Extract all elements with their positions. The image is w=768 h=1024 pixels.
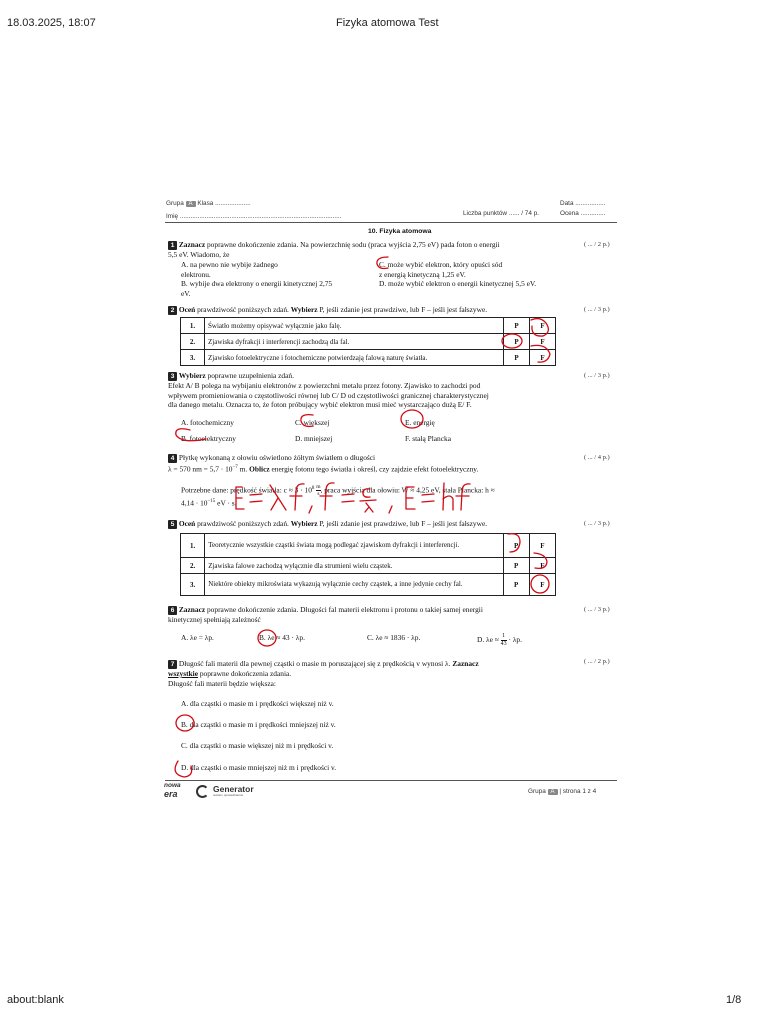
- print-title: Fizyka atomowa Test: [336, 17, 439, 29]
- fraction-denominator: 43: [500, 641, 507, 647]
- instruction-verb: Oceń: [178, 305, 196, 314]
- instruction-emphasis: wszystkie: [168, 669, 198, 678]
- question-2: [168, 305, 588, 315]
- question-text: Efekt A/ B polega na wybijaniu elektronów z powierzchni metalu przez fotony. Zjawisko to zachodzi pod: [168, 381, 481, 390]
- option-text: z energią kinetyczną 1,25 eV.: [379, 269, 466, 279]
- data-text: eV · s.: [215, 498, 237, 508]
- handwritten-answer: [234, 479, 564, 515]
- true-option[interactable]: P: [504, 318, 530, 334]
- option-text: eV.: [181, 288, 191, 298]
- answer-option-e[interactable]: E. energię: [405, 418, 435, 427]
- data-text: , praca wyjścia dla ołowiu: W ≈ 4,25 eV, stała Plancka: h ≈: [320, 485, 495, 495]
- answer-option-b[interactable]: B. fotoelektryczny: [181, 434, 237, 443]
- true-false-table: [180, 317, 556, 366]
- true-option[interactable]: P: [503, 558, 529, 574]
- data-text: Potrzebne dane: prędkość światła: c ≈ 3 · 10: [181, 485, 312, 495]
- answer-option-b[interactable]: B. λe ≈ 43 · λp.: [259, 633, 305, 642]
- true-option[interactable]: P: [504, 350, 530, 366]
- false-option[interactable]: F: [529, 574, 555, 596]
- fraction-numerator: m: [316, 484, 321, 491]
- footer-divider: [165, 780, 617, 781]
- question-text: m.: [237, 464, 250, 474]
- answer-option-d[interactable]: [477, 633, 522, 648]
- option-text: elektronu.: [181, 269, 211, 279]
- true-option[interactable]: P: [504, 334, 530, 350]
- answer-option-d[interactable]: D. mniejszej: [295, 434, 333, 443]
- exponent: 8: [311, 486, 315, 491]
- false-option[interactable]: F: [529, 558, 555, 574]
- question-text: 5,5 eV. Wiadomo, że: [168, 250, 230, 259]
- generator-subtitle: testów i sprawdzianów: [213, 793, 244, 798]
- answer-option-a[interactable]: A. dla cząstki o masie m i prędkości większej niż v.: [181, 699, 334, 708]
- points-box: ( ... / 3 p.): [584, 606, 610, 613]
- grade-field: Ocena ..............: [560, 210, 606, 217]
- group-label: Grupa: [166, 200, 184, 207]
- instruction-verb: Wybierz: [178, 371, 206, 380]
- table-row: [181, 574, 556, 596]
- table-row: [181, 334, 556, 350]
- page-info: [528, 788, 596, 795]
- question-text: poprawne dokończenie zdania. Na powierzchnię sodu (praca wyjścia 2,75 eV) pada foton o energii: [205, 240, 500, 249]
- handwriting-strokes: [234, 479, 564, 515]
- statement: Zjawiska dyfrakcji i interferencji zachodzą dla fal.: [205, 334, 504, 350]
- name-field: Imię ...........................................................................................: [166, 213, 342, 220]
- option-text: A. na pewno nie wybije żadnego: [181, 260, 278, 269]
- question-text: λ = 570 nm = 5,7 · 10: [168, 464, 233, 474]
- question-6: [168, 605, 588, 625]
- question-text: poprawne dokończenie zdania. Długości fal materii elektronu i protonu o takiej samej energii: [205, 605, 483, 614]
- group-field: [166, 200, 251, 207]
- generator-logo: [196, 782, 254, 800]
- statement: Światło możemy opisywać wyłącznie jako falę.: [205, 318, 504, 334]
- row-number: 1.: [181, 534, 205, 558]
- answer-option-a[interactable]: A. fotochemiczny: [181, 418, 234, 427]
- question-7: [168, 659, 588, 688]
- print-datetime: 18.03.2025, 18:07: [7, 17, 96, 29]
- fraction: [501, 633, 507, 648]
- false-option[interactable]: F: [530, 350, 556, 366]
- statement: Teoretycznie wszystkie cząstki świata mogą podlegać zjawiskom dyfrakcji i interferencji.: [205, 534, 503, 558]
- option-text: C. może wybić elektron, który opuści sód: [379, 260, 503, 269]
- question-text: Długość fali materii dla pewnej cząstki o masie m poruszającej się z prędkością v wynosi λ.: [178, 659, 453, 668]
- points-field: Liczba punktów ...... / 74 p.: [463, 210, 540, 217]
- points-box: ( ... / 2 p.): [584, 658, 610, 665]
- question-number: 4: [168, 454, 177, 463]
- question-number: 5: [168, 520, 177, 529]
- page-counter: | strona 1 z 4: [559, 788, 597, 795]
- statement: Niektóre obiekty mikroświata wykazują wyłącznie cechy cząstek, a inne jedynie cechy fal.: [205, 574, 503, 596]
- question-text: prawdziwość poniższych zdań.: [195, 519, 291, 528]
- answer-option-c[interactable]: C. dla cząstki o masie większej niż m i prędkości v.: [181, 741, 334, 750]
- section-title: 10. Fizyka atomowa: [368, 228, 432, 235]
- option-text: · λp.: [508, 635, 522, 645]
- false-option[interactable]: F: [530, 318, 556, 334]
- answer-option-c[interactable]: C. większej: [295, 418, 330, 427]
- row-number: 2.: [181, 334, 205, 350]
- question-text: Długość fali materii będzie większa:: [168, 678, 276, 688]
- points-box: ( ... / 3 p.): [584, 520, 610, 527]
- group-badge: A: [548, 789, 558, 795]
- question-text: kinetycznej spełniają zależność: [168, 615, 261, 624]
- points-box: ( ... / 2 p.): [584, 241, 610, 248]
- answer-option-b[interactable]: B. dla cząstki o masie m i prędkości mniejszej niż v.: [181, 720, 336, 729]
- generator-g-icon: [196, 785, 209, 798]
- generator-text: [213, 785, 254, 797]
- nowa-era-logo: [164, 783, 181, 798]
- instruction-verb: Zaznacz: [178, 240, 206, 249]
- question-number: 6: [168, 606, 177, 615]
- header-divider: [165, 222, 617, 223]
- question-text: prawdziwość poniższych zdań.: [195, 305, 291, 314]
- question-text: P, jeśli zdanie jest prawdziwe, lub F – jeśli jest fałszywe.: [317, 305, 488, 314]
- generator-title: Generator: [213, 784, 254, 795]
- points-box: ( ... / 3 p.): [584, 372, 610, 379]
- question-number: 3: [168, 372, 177, 381]
- true-option[interactable]: P: [503, 534, 529, 558]
- table-row: [181, 534, 556, 558]
- exponent: −7: [232, 465, 238, 470]
- question-4: [168, 453, 588, 474]
- false-option[interactable]: F: [530, 334, 556, 350]
- print-page-number: 1/8: [726, 994, 742, 1006]
- question-3: [168, 371, 578, 410]
- true-option[interactable]: P: [503, 574, 529, 596]
- answer-option-c[interactable]: [379, 260, 502, 279]
- question-text: dla danego metalu. Oznacza to, że foton próbujący wybić elektron musi mieć wystarczająco dużą E/ F.: [168, 400, 472, 410]
- row-number: 1.: [181, 318, 205, 334]
- instruction-verb: Wybierz: [290, 519, 318, 528]
- instruction-verb: Zaznacz: [452, 659, 479, 668]
- answer-option-b[interactable]: [181, 279, 332, 298]
- row-number: 3.: [181, 574, 205, 596]
- true-false-table: [180, 533, 556, 596]
- exponent: −15: [207, 499, 216, 505]
- date-field: Data .................: [560, 200, 606, 207]
- question-number: 1: [168, 241, 177, 250]
- question-number: 2: [168, 306, 177, 315]
- class-field: Klasa ....................: [197, 200, 251, 207]
- statement: Zjawiska falowe zachodzą wyłącznie dla strumieni wielu cząstek.: [205, 558, 503, 574]
- answer-option-f[interactable]: F. stałą Plancka: [405, 434, 451, 443]
- answer-option-d[interactable]: D. może wybić elektron o energii kinetycznej 5,5 eV.: [379, 279, 537, 288]
- instruction-verb: Oceń: [178, 519, 196, 528]
- points-box: ( ... / 4 p.): [584, 454, 610, 461]
- answer-option-c[interactable]: C. λe ≈ 1836 · λp.: [367, 633, 421, 642]
- table-row: [181, 350, 556, 366]
- row-number: 2.: [181, 558, 205, 574]
- statement: Zjawisko fotoelektryczne i fotochemiczne potwierdzają falową naturę światła.: [205, 350, 504, 366]
- question-text: energię fotonu tego światła i określ, czy zajdzie efekt fotoelektryczny.: [269, 464, 479, 474]
- question-text: P, jeśli zdanie jest prawdziwe, lub F – jeśli jest fałszywe.: [317, 519, 488, 528]
- question-number: 7: [168, 660, 177, 669]
- answer-option-d[interactable]: D. dla cząstki o masie mniejszej niż m i prędkości v.: [181, 763, 337, 772]
- table-row: [181, 558, 556, 574]
- instruction-verb: Wybierz: [290, 305, 318, 314]
- row-number: 3.: [181, 350, 205, 366]
- data-text: 4,14 · 10: [181, 498, 208, 508]
- logo-text: era: [164, 788, 178, 799]
- question-1: [168, 240, 588, 260]
- fraction-numerator: 1: [502, 633, 506, 639]
- table-row: [181, 318, 556, 334]
- instruction-verb: Zaznacz: [178, 605, 206, 614]
- test-sheet: [160, 186, 618, 812]
- fraction-denominator: s: [317, 491, 320, 498]
- answer-option-a[interactable]: [181, 260, 278, 279]
- answer-option-a[interactable]: A. λe = λp.: [181, 633, 214, 642]
- option-text: B. wybije dwa elektrony o energii kinetycznej 2,75: [181, 279, 333, 288]
- group-label: Grupa: [528, 788, 546, 795]
- question-text: wpływem promieniowania o częstotliwości równej lub C/ D od częstotliwości granicznej charakterystycznej: [168, 390, 489, 400]
- question-text: Płytkę wykonaną z ołowiu oświetlono żółtym światłem o długości: [178, 453, 376, 462]
- option-text: D. λe ≈: [477, 635, 499, 645]
- points-box: ( ... / 3 p.): [584, 306, 610, 313]
- question-5: [168, 519, 588, 529]
- print-url: about:blank: [7, 994, 64, 1006]
- logo-text: nowa: [164, 782, 181, 789]
- question-text: poprawne dokończenia zdania.: [197, 669, 292, 678]
- question-text: poprawne uzupełnienia zdań.: [205, 371, 294, 380]
- group-badge: A: [186, 201, 196, 207]
- false-option[interactable]: F: [529, 534, 555, 558]
- instruction-verb: Oblicz: [249, 464, 270, 474]
